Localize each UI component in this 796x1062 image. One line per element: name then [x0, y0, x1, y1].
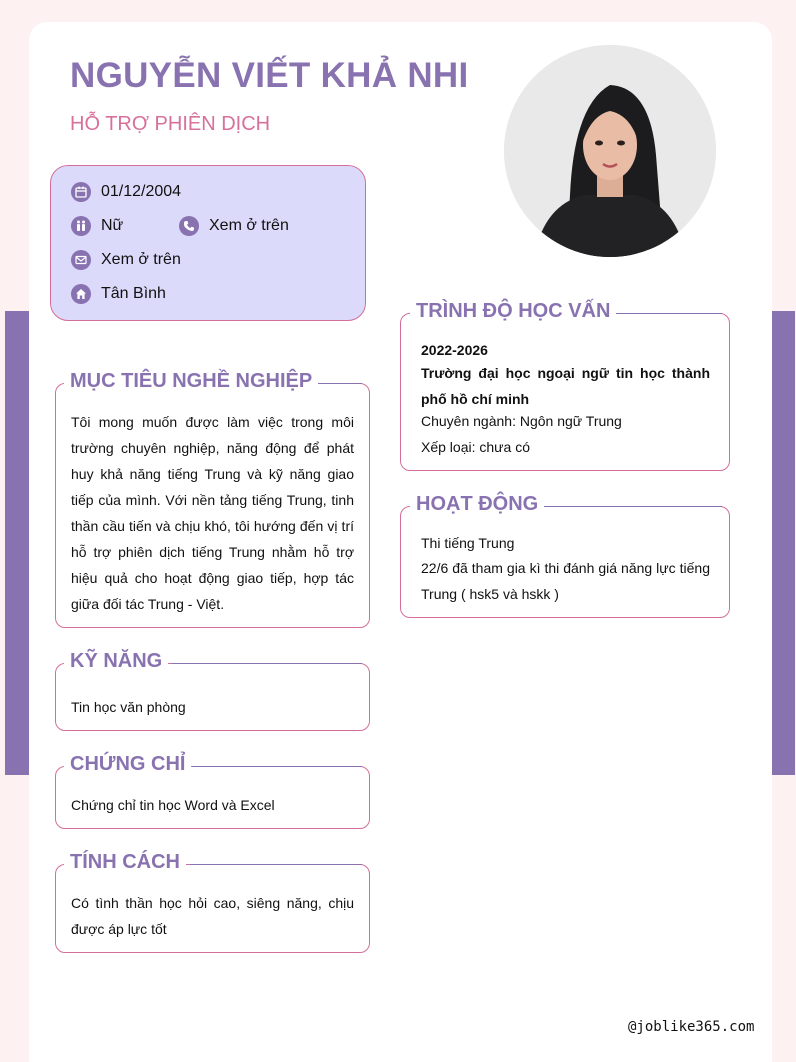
- personality-title-line: [190, 864, 362, 865]
- portrait-illustration: [504, 45, 716, 257]
- objective-title: MỤC TIÊU NGHỀ NGHIỆP: [64, 370, 318, 393]
- right-accent-band: [772, 311, 795, 775]
- gender-value: Nữ: [101, 217, 124, 234]
- avatar: [504, 45, 716, 257]
- objective-title-line: [311, 383, 362, 384]
- phone-value: Xem ở trên: [209, 217, 289, 234]
- mail-icon: [71, 250, 91, 270]
- contact-address: [71, 284, 166, 304]
- personality-title: TÍNH CÁCH: [64, 851, 186, 874]
- contact-email: [71, 250, 181, 270]
- education-major: Chuyên ngành: Ngôn ngữ Trung: [421, 413, 622, 429]
- home-icon: [71, 284, 91, 304]
- skills-title: KỸ NĂNG: [64, 650, 168, 673]
- contact-phone: [179, 216, 289, 236]
- activity-description: 22/6 đã tham gia kì thi đánh giá năng lực tiếng Trung ( hsk5 và hskk ): [421, 560, 710, 602]
- contact-birthdate: [71, 182, 181, 202]
- education-school: Trường đại học ngoại ngữ tin học thành phố hồ chí minh: [421, 365, 710, 407]
- address-value: Tân Bình: [101, 285, 166, 302]
- calendar-icon: [71, 182, 91, 202]
- personality-text: Có tình thần học hỏi cao, siêng năng, chịu được áp lực tốt: [71, 895, 354, 937]
- objective-text: Tôi mong muốn được làm việc trong môi trường chuyên nghiệp, năng động để phát huy khả năng tiếng Trung và kỹ năng giao tiếp của mình. Với nền tảng tiếng Trung, tinh thần cầu tiến và chịu khó, tôi hướng đến vị trí hỗ trợ phiên dịch tiếng Trung nhằm hỗ trợ hiệu quả cho hoạt động giao tiếp, hợp tác giữa đối tác Trung - Việt.: [71, 414, 354, 612]
- education-title-line: [612, 313, 722, 314]
- left-accent-band: [5, 311, 30, 775]
- gender-icon: [71, 216, 91, 236]
- birthdate-value: 01/12/2004: [101, 183, 182, 200]
- activities-title-line: [542, 506, 722, 507]
- education-years: 2022-2026: [421, 342, 488, 358]
- skills-title-line: [172, 663, 362, 664]
- activities-title: HOẠT ĐỘNG: [410, 493, 544, 516]
- education-title: TRÌNH ĐỘ HỌC VẤN: [410, 300, 616, 323]
- job-title: HỖ TRỢ PHIÊN DỊCH: [70, 113, 271, 135]
- education-grade: Xếp loại: chưa có: [421, 439, 530, 455]
- candidate-name: NGUYỄN VIẾT KHẢ NHI: [70, 56, 469, 95]
- footer-watermark: @joblike365.com: [628, 1019, 755, 1035]
- phone-icon: [179, 216, 199, 236]
- contact-gender: [71, 216, 123, 236]
- activity-name: Thi tiếng Trung: [421, 535, 515, 551]
- certificates-title: CHỨNG CHỈ: [64, 753, 191, 776]
- skills-text: Tin học văn phòng: [71, 699, 186, 715]
- certificates-text: Chứng chỉ tin học Word và Excel: [71, 797, 275, 813]
- email-value: Xem ở trên: [101, 251, 181, 268]
- certificates-title-line: [192, 766, 362, 767]
